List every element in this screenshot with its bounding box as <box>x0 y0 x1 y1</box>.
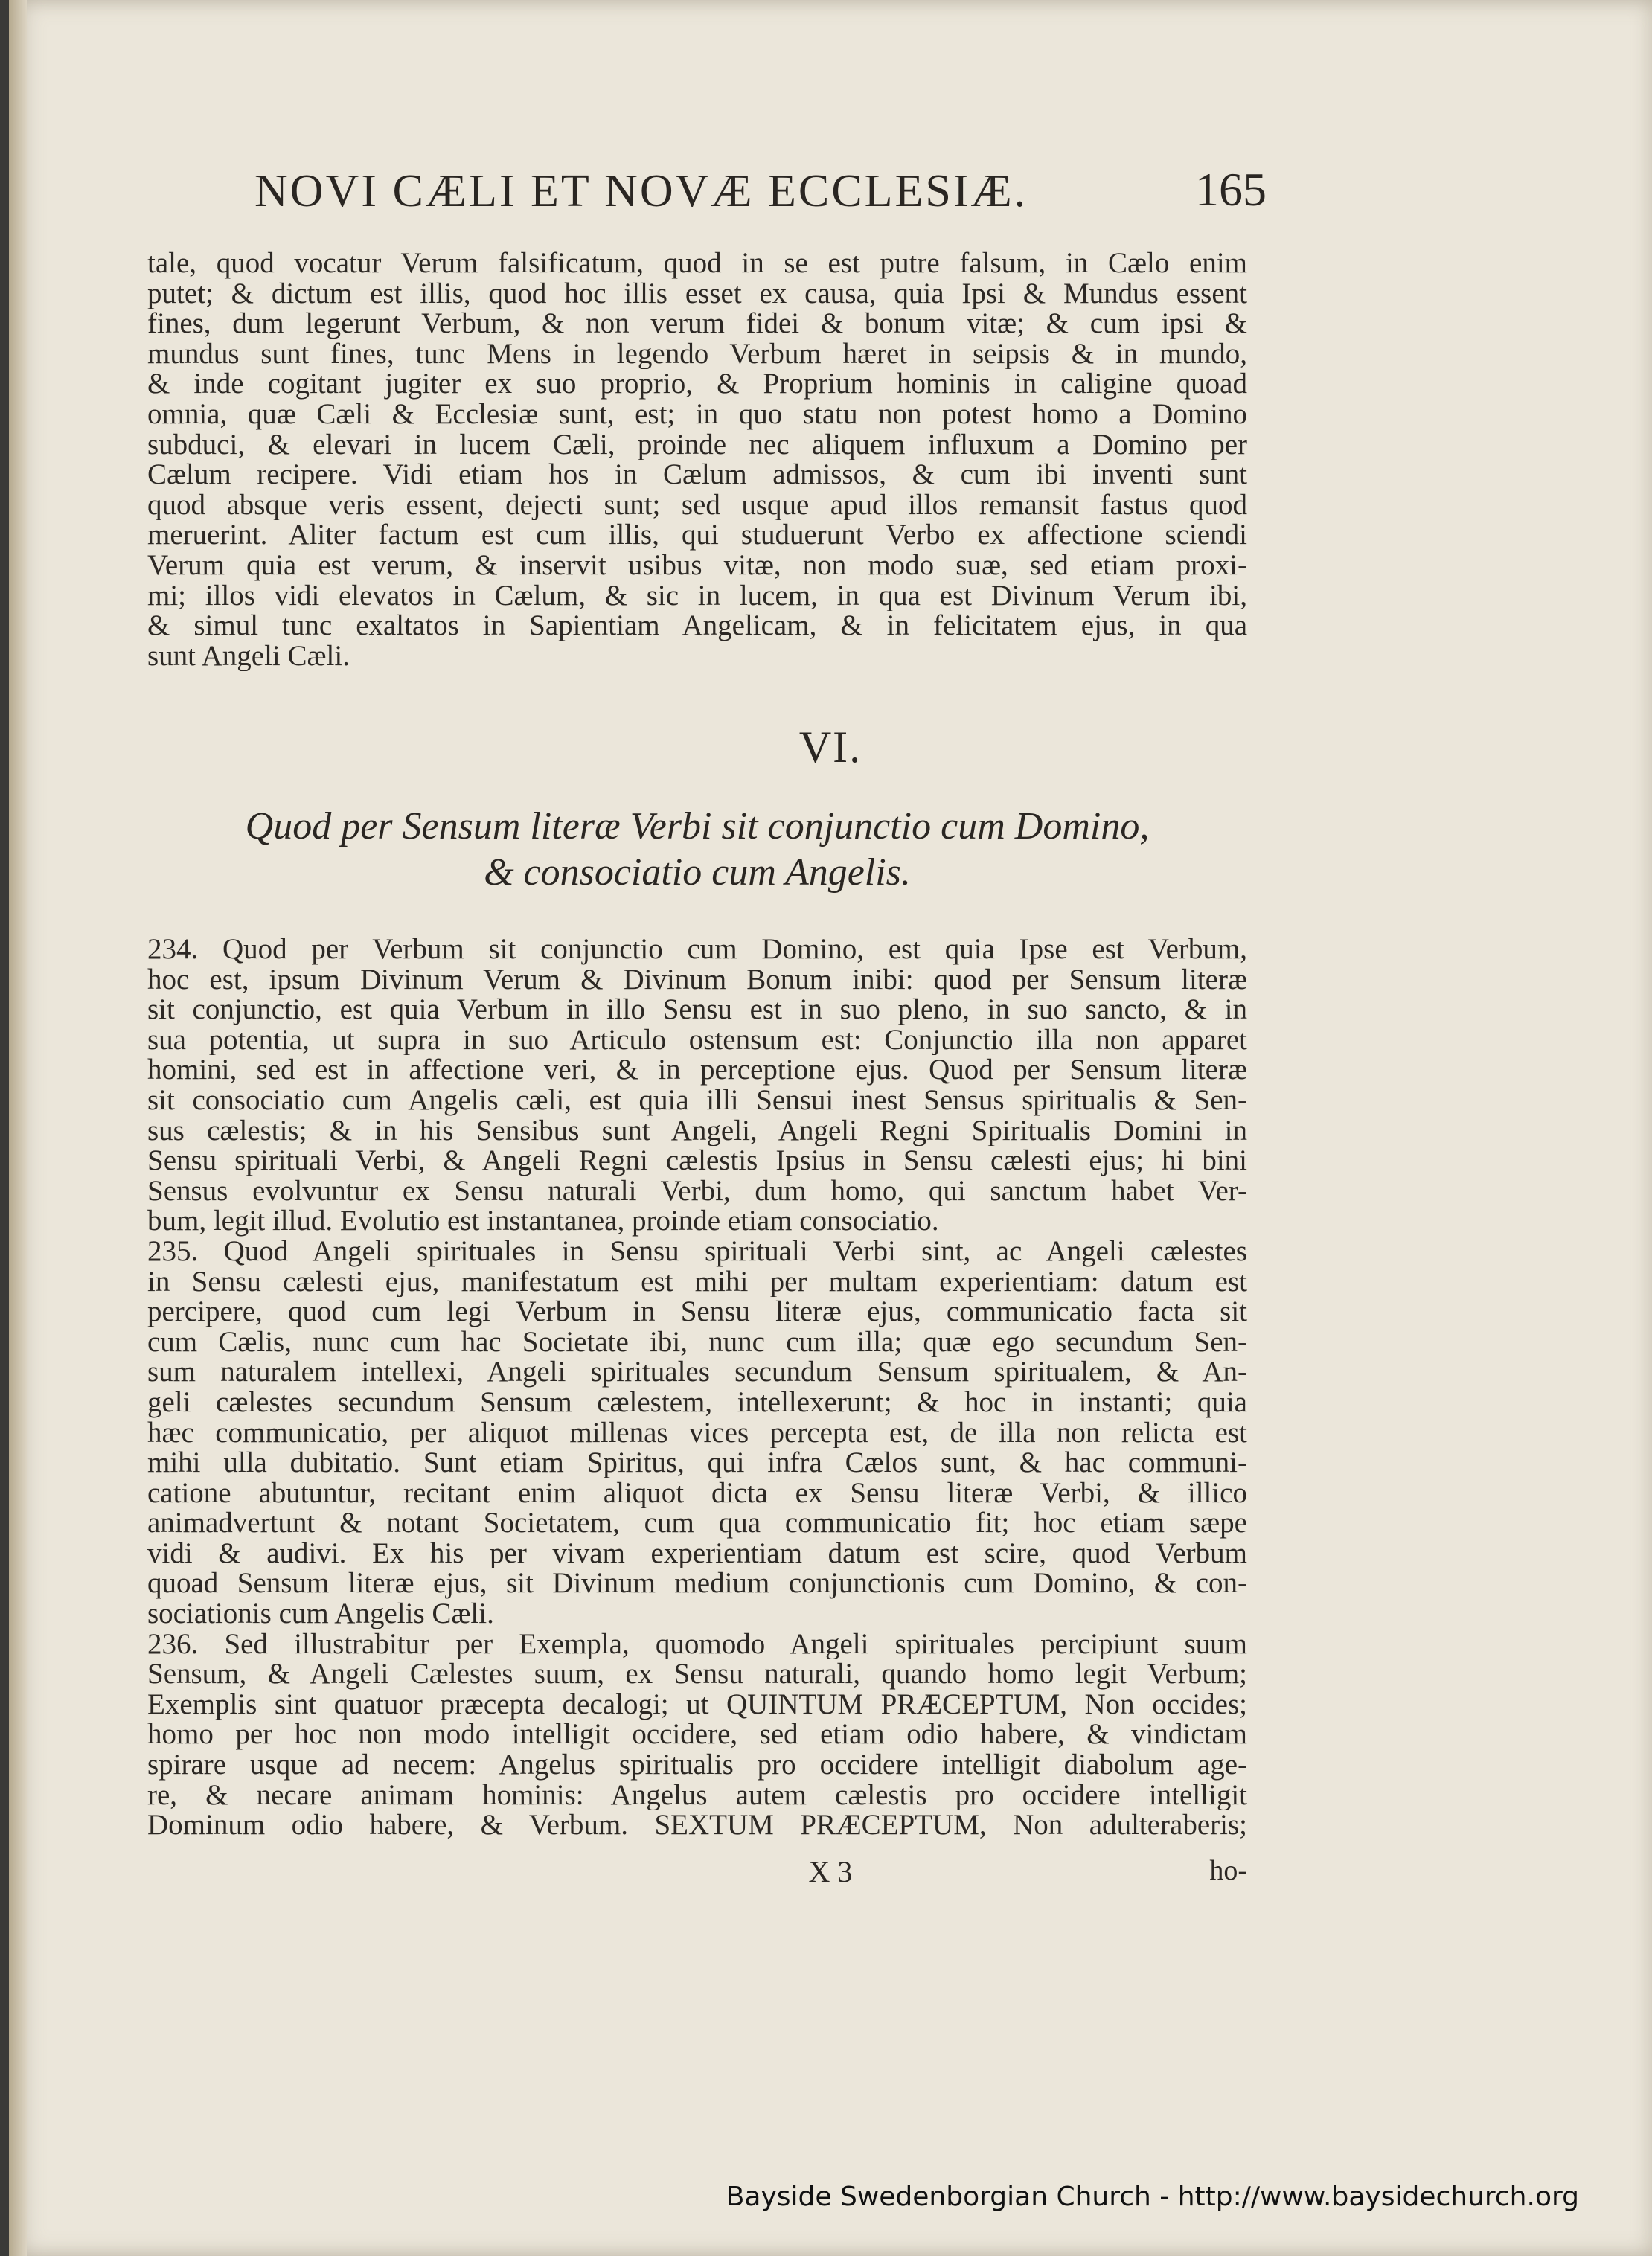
text-line: geli cælestes secundum Sensum cælestem, intellexerunt; & hoc in instanti; quia <box>147 1387 1247 1418</box>
text-line: sua potentia, ut supra in suo Articulo ostensum est: Conjunctio illa non apparet <box>147 1025 1247 1056</box>
text-line: Sensu spirituali Verbi, & Angeli Regni cælestis Ipsius in Sensu cælesti ejus; hi bini <box>147 1146 1247 1176</box>
page-gutter-edge <box>9 0 27 2256</box>
text-line: meruerint. Aliter factum est cum illis, qui studuerunt Verbo ex affectione sciendi <box>147 520 1247 551</box>
catchword: ho- <box>1209 1855 1247 1886</box>
book-page <box>9 0 1652 2256</box>
page-header <box>254 165 1267 225</box>
text-line: Sensus evolvuntur ex Sensu naturali Verbi, dum homo, qui sanctum habet Ver- <box>147 1176 1247 1207</box>
section-heading-line: & consociatio cum Angelis. <box>484 851 911 894</box>
text-line: sum naturalem intellexi, Angeli spirituales secundum Sensum spiritualem, & An- <box>147 1357 1247 1388</box>
text-line: & inde cogitant jugiter ex suo proprio, & Proprium hominis in caligine quoad <box>147 369 1247 400</box>
text-line: Dominum odio habere, & Verbum. SEXTUM PRÆCEPTUM, Non adulteraberis; <box>147 1810 1247 1841</box>
source-watermark: Bayside Swedenborgian Church - http://www.baysidechurch.org <box>726 2182 1579 2212</box>
text-line: animadvertunt & notant Societatem, cum qua communicatio fit; hoc etiam sæpe <box>147 1508 1247 1539</box>
text-line: Cælum recipere. Vidi etiam hos in Cælum admissos, & cum ibi inventi sunt <box>147 460 1247 490</box>
text-line: Sensum, & Angeli Cælestes suum, ex Sensu naturali, quando homo legit Verbum; <box>147 1659 1247 1690</box>
text-line: sus cælestis; & in his Sensibus sunt Angeli, Angeli Regni Spiritualis Domini in <box>147 1115 1247 1147</box>
text-line: sunt Angeli Cæli. <box>147 641 350 672</box>
signature-mark: X 3 <box>808 1855 853 1888</box>
text-line: percipere, quod cum legi Verbum in Sensu literæ ejus, communicatio facta sit <box>147 1297 1247 1327</box>
text-line: 236. Sed illustrabitur per Exempla, quomodo Angeli spirituales percipiunt suum <box>147 1629 1247 1660</box>
section-heading <box>147 804 1247 896</box>
text-line: bum, legit illud. Evolutio est instantanea, proinde etiam consociatio. <box>147 1206 939 1237</box>
text-line: mihi ulla dubitatio. Sunt etiam Spiritus, qui infra Cælos sunt, & hac communi- <box>147 1448 1247 1478</box>
section-heading-line: Quod per Sensum literæ Verbi sit conjunctio cum Domino, <box>245 805 1150 847</box>
text-line: Verum quia est verum, & inservit usibus vitæ, non modo suæ, sed etiam proxi- <box>147 550 1247 581</box>
text-line: omnia, quæ Cæli & Ecclesiæ sunt, est; in quo statu non potest homo a Domino <box>147 399 1247 430</box>
continuation-paragraph <box>147 249 1247 671</box>
text-line: 234. Quod per Verbum sit conjunctio cum Domino, est quia Ipse est Verbum, <box>147 935 1247 965</box>
section-number: VI. <box>798 722 862 772</box>
text-line: tale, quod vocatur Verum falsificatum, quod in se est putre falsum, in Cælo enim <box>147 249 1247 279</box>
text-line: sit conjunctio, est quia Verbum in illo Sensu est in suo pleno, in suo sancto, & in <box>147 995 1247 1025</box>
running-title: NOVI CÆLI ET NOVÆ ECCLESIÆ. <box>254 166 1028 217</box>
text-line: Exemplis sint quatuor præcepta decalogi; ut QUINTUM PRÆCEPTUM, Non occides; <box>147 1689 1247 1720</box>
text-line: quoad Sensum literæ ejus, sit Divinum medium conjunctionis cum Domino, & con- <box>147 1568 1247 1600</box>
text-line: sociationis cum Angelis Cæli. <box>147 1599 494 1629</box>
text-line: mi; illos vidi elevatos in Cælum, & sic in lucem, in qua est Divinum Verum ibi, <box>147 580 1247 612</box>
text-line: catione abutuntur, recitant enim aliquot dicta ex Sensu literæ Verbi, & illico <box>147 1478 1247 1509</box>
text-line: hoc est, ipsum Divinum Verum & Divinum Bonum inibi: quod per Sensum literæ <box>147 964 1247 996</box>
text-line: sit consociatio cum Angelis cæli, est quia illi Sensui inest Sensus spiritualis & Sen- <box>147 1085 1247 1116</box>
text-line: subduci, & elevari in lucem Cæli, proinde nec aliquem influxum a Domino per <box>147 429 1247 461</box>
page-number: 165 <box>1195 163 1267 216</box>
text-line: & simul tunc exaltatos in Sapientiam Angelicam, & in felicitatem ejus, in qua <box>147 611 1247 641</box>
text-line: vidi & audivi. Ex his per vivam experientiam datum est scire, quod Verbum <box>147 1538 1247 1569</box>
text-line: putet; & dictum est illis, quod hoc illis esset ex causa, quia Ipsi & Mundus essent <box>147 278 1247 310</box>
text-line: homini, sed est in affectione veri, & in perceptione ejus. Quod per Sensum literæ <box>147 1055 1247 1086</box>
text-line: hæc communicatio, per aliquot millenas vices percepta est, de illa non relicta est <box>147 1417 1247 1449</box>
text-line: in Sensu cælesti ejus, manifestatum est mihi per multam experientiam: datum est <box>147 1266 1247 1298</box>
text-line: homo per hoc non modo intelligit occidere, sed etiam odio habere, & vindictam <box>147 1720 1247 1751</box>
text-line: cum Cælis, nunc cum hac Societate ibi, nunc cum illa; quæ ego secundum Sen- <box>147 1327 1247 1358</box>
text-line: 235. Quod Angeli spirituales in Sensu spirituali Verbi sint, ac Angeli cælestes <box>147 1236 1247 1267</box>
text-line: spirare usque ad necem: Angelus spiritualis pro occidere intelligit diabolum age- <box>147 1750 1247 1781</box>
body-paragraphs <box>147 935 1247 1841</box>
text-line: mundus sunt fines, tunc Mens in legendo Verbum hæret in seipsis & in mundo, <box>147 339 1247 370</box>
text-line: quod absque veris essent, dejecti sunt; sed usque apud illos remansit fastus quod <box>147 490 1247 521</box>
text-line: re, & necare animam hominis: Angelus autem cælestis pro occidere intelligit <box>147 1780 1247 1811</box>
text-line: fines, dum legerunt Verbum, & non verum fidei & bonum vitæ; & cum ipsi & <box>147 309 1247 339</box>
